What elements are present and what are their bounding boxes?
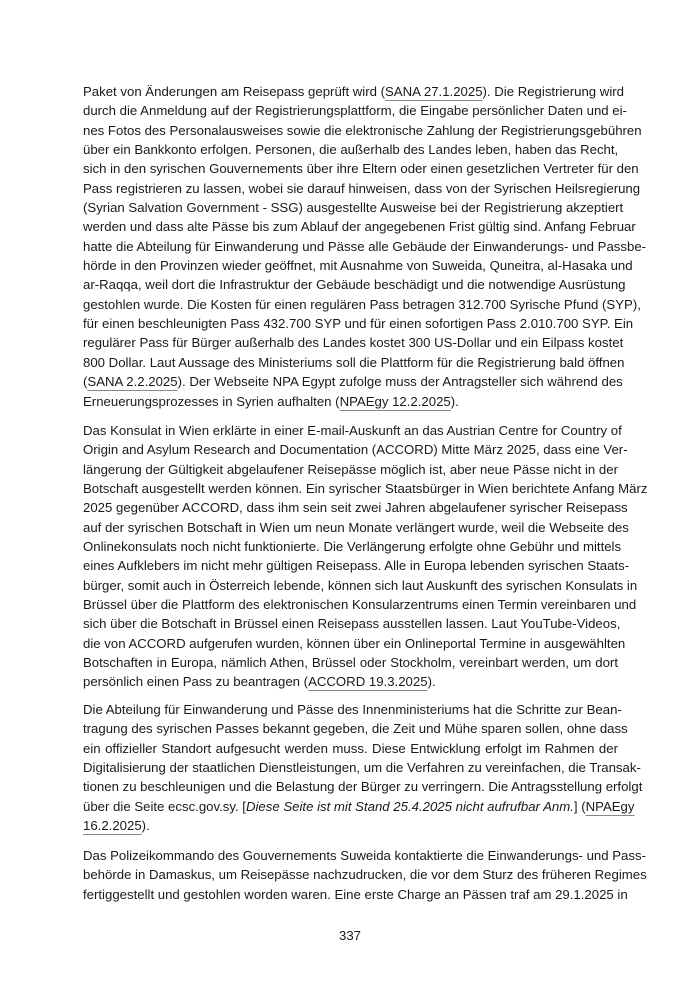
text-line xyxy=(83,353,625,372)
text-line xyxy=(83,159,639,178)
text-segment: Die Abteilung für Einwanderung und Pässe des Innenministeriums hat die Schritte zur Bean- xyxy=(83,702,622,717)
text-line xyxy=(83,440,628,459)
text-segment: 2025 gegenüber ACCORD, dass ihm sein seit zwei Jahren abgelaufener syrischer Reisepass xyxy=(83,500,628,516)
text-segment: Paket von Änderungen am Reisepass geprüft wird ( xyxy=(83,84,386,99)
text-segment: 800 Dollar. Laut Aussage des Ministeriums soll die Plattform für die Registrierung bald öffnen xyxy=(83,354,625,370)
text-line xyxy=(83,179,641,198)
text-segment: Botschaften in Europa, nämlich Athen, Brüssel oder Stockholm, vereinbart werden, um dort xyxy=(83,655,618,671)
text-segment: werden und dass alte Pässe bis zum Ablauf der angegebenen Frist gültig sind. Anfang Februar xyxy=(83,219,636,235)
citation-link[interactable]: NPAEgy xyxy=(585,798,635,814)
text-segment: Brüssel über die Plattform des elektronischen Konsularzentrums einen Termin vereinbaren und xyxy=(83,597,637,613)
text-line xyxy=(83,653,618,672)
text-segment: durch die Anmeldung auf der Registrierungsplattform, die Eingabe persönlicher Daten und ei- xyxy=(83,103,627,119)
text-line xyxy=(83,518,629,537)
text-segment: über ein Bankkonto erfolgen. Personen, die außerhalb des Landes leben, haben das Recht, xyxy=(83,142,619,158)
text-line xyxy=(83,595,637,614)
text-segment: ] ( xyxy=(573,798,586,814)
text-segment: gestohlen wurde. Die Kosten für einen regulären Pass betragen 312.700 Syrische Pfund (SYP), xyxy=(83,296,641,312)
text-line xyxy=(83,758,641,777)
text-segment: hatte die Abteilung für Einwanderung und Pässe alle Gebäude der Einwanderungs- und Passbe- xyxy=(83,238,647,254)
text-line xyxy=(83,672,618,691)
text-segment: längerung der Gültigkeit abgelaufener Reisepässe möglich ist, aber neue Pässe nicht in der xyxy=(83,461,618,477)
citation-link[interactable]: SANA 27.1.2025 xyxy=(385,84,483,99)
text-segment: Erneuerungsprozesses in Syrien aufhalten ( xyxy=(83,393,340,409)
text-segment: auf der syrischen Botschaft in Wien um neun Monate verlängert wurde, weil die Webseite des xyxy=(83,519,629,535)
text-segment: ( xyxy=(83,374,88,390)
text-line xyxy=(83,101,627,120)
text-line xyxy=(83,479,648,498)
text-segment: nes Fotos des Personalausweises sowie die elektronische Zahlung der Registrierungsgebühren xyxy=(83,122,642,138)
text-segment: eines Aufklebers im nicht mehr gültigen Reisepass. Alle in Europa lebenden syrischen Staats- xyxy=(83,558,630,574)
text-line xyxy=(83,816,618,835)
text-line xyxy=(83,217,636,236)
text-segment: über die Seite ecsc.gov.sy. [ xyxy=(83,798,246,814)
paragraph-suweida-police xyxy=(83,846,647,904)
text-segment: ). Die Registrierung wird xyxy=(482,84,624,99)
editor-note: Diese Seite ist mit Stand 25.4.2025 nicht aufrufbar Anm. xyxy=(245,798,574,814)
text-line xyxy=(83,614,621,633)
text-segment: behörde in Damaskus, um Reisepässe nachzudrucken, die vor dem Sturz des früheren Regimes xyxy=(83,867,647,883)
text-segment: ). xyxy=(141,818,150,834)
text-segment: Das Polizeikommando des Gouvernements Suweida kontaktierte die Einwanderungs- und Pass- xyxy=(83,848,646,863)
paragraph-registration xyxy=(83,82,647,411)
text-line xyxy=(83,421,622,440)
text-line xyxy=(83,333,624,352)
text-segment: Onlinekonsulats noch nicht funktionierte. Die Verlängerung erfolgte ohne Gebühr und mittels xyxy=(83,539,622,555)
text-line xyxy=(83,498,628,517)
text-line xyxy=(83,82,624,101)
text-line xyxy=(83,719,628,738)
text-segment: die von ACCORD aufgerufen wurden, können über ein Onlineportal Termine in ausgewählten xyxy=(83,635,626,651)
citation-link[interactable]: SANA 2.2.2025 xyxy=(87,374,178,390)
text-segment: Das Konsulat in Wien erklärte in einer E-mail-Auskunft an das Austrian Centre for Country of xyxy=(83,423,622,438)
text-segment: (Syrian Salvation Government - SSG) ausgestellte Ausweise bei der Registrierung akzeptiert xyxy=(83,200,624,216)
text-line xyxy=(83,700,622,719)
text-line xyxy=(83,739,618,758)
text-line xyxy=(83,314,634,333)
text-line xyxy=(83,275,626,294)
text-segment: persönlich einen Pass zu beantragen ( xyxy=(83,674,309,690)
text-segment: ein offizieller Standort aufgesucht werden muss. Diese Entwicklung erfolgt im Rahmen der xyxy=(83,740,618,756)
text-line xyxy=(83,556,630,575)
text-line xyxy=(83,198,624,217)
text-line xyxy=(83,634,626,653)
text-segment: für einen beschleunigten Pass 432.700 SYP und für einen sofortigen Pass 2.010.700 SYP. Ein xyxy=(83,316,634,332)
citation-link[interactable]: NPAEgy 12.2.2025 xyxy=(339,393,451,409)
text-line xyxy=(83,295,641,314)
text-line xyxy=(83,140,618,159)
text-segment: sich in den syrischen Gouvernements über ihre Eltern oder einen gesetzlichen Vertreter für den xyxy=(83,161,639,177)
paragraph-consulate-vienna xyxy=(83,421,648,692)
text-segment: ar-Raqqa, weil dort die Infrastruktur der Gebäude beschädigt und die notwendige Ausrüstung xyxy=(83,277,626,293)
text-segment: ). xyxy=(427,674,436,690)
text-line xyxy=(83,121,642,140)
text-line xyxy=(83,865,647,884)
text-line xyxy=(83,372,623,391)
text-segment: bürger, somit auch in Österreich lebende, können sich laut Auskunft des syrischen Konsulats in xyxy=(83,577,638,593)
text-line xyxy=(83,777,643,796)
text-segment: ). xyxy=(450,393,459,409)
text-segment: tionen zu beschleunigen und die Belastung der Bürger zu verringern. Die Antragsstellung erfolgt xyxy=(83,779,643,795)
text-segment: fertiggestellt und gestohlen worden waren. Eine erste Charge an Pässen traf am 29.1.2025 in xyxy=(83,886,628,902)
text-segment: regulärer Pass für Bürger außerhalb des Landes kostet 300 US-Dollar und ein Eilpass kostet xyxy=(83,335,624,351)
text-line xyxy=(83,256,633,275)
citation-link[interactable]: 16.2.2025 xyxy=(83,818,142,834)
text-line xyxy=(83,885,628,904)
text-segment: Botschaft ausgestellt werden können. Ein syrischer Staatsbürger in Wien berichtete Anfang März xyxy=(83,481,648,497)
text-line xyxy=(83,460,618,479)
text-line xyxy=(83,797,635,816)
text-segment: Origin and Asylum Research and Documentation (ACCORD) Mitte März 2025, dass eine Ver- xyxy=(83,442,628,458)
text-line xyxy=(83,576,638,595)
text-segment: sich über die Botschaft in Brüssel einen Reisepass ausstellen lassen. Laut YouTube-Videos, xyxy=(83,616,621,632)
text-line xyxy=(83,537,622,556)
page-number: 337 xyxy=(338,928,361,943)
text-line xyxy=(83,846,646,865)
text-line xyxy=(83,392,618,411)
text-segment: tragung des syrischen Passes bekannt gegeben, die Zeit und Mühe sparen sollen, ohne dass xyxy=(83,721,628,737)
paragraph-online-application xyxy=(83,700,643,835)
citation-link[interactable]: ACCORD 19.3.2025 xyxy=(308,674,428,690)
text-segment: Digitalisierung der staatlichen Dienstleistungen, um die Verfahren zu vereinfachen, die Transak- xyxy=(83,760,641,776)
text-segment: ). Der Webseite NPA Egypt zufolge muss der Antragsteller sich während des xyxy=(177,374,623,390)
text-segment: hörde in den Provinzen wieder geöffnet, mit Ausnahme von Suweida, Quneitra, al-Hasaka und xyxy=(83,258,633,274)
text-segment: Pass registrieren zu lassen, wobei sie darauf hinweisen, dass von der Syrischen Heilsregierung xyxy=(83,180,641,196)
text-line xyxy=(83,237,647,256)
